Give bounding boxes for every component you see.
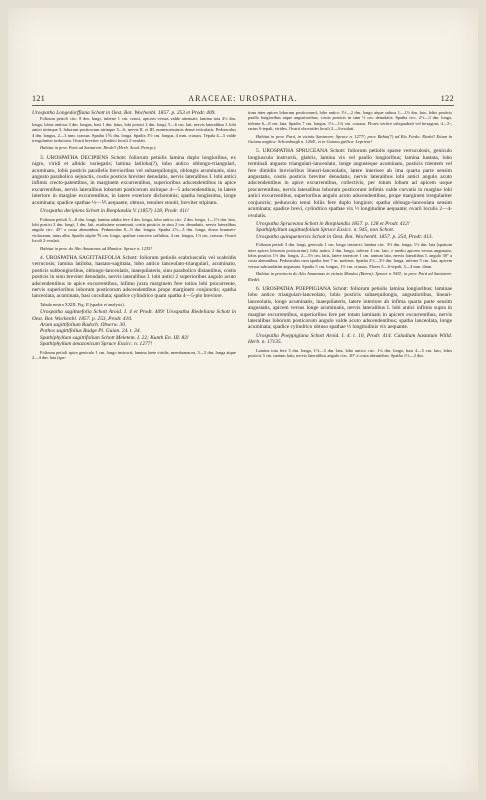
paragraph: Urospatha quinquenervis Schott in Oest. Bot. Wochenbl. 1857. p. 254, Prodr. 413.	[256, 233, 433, 240]
paragraph: Pothos sagittifolius Rudge Pl. Guian. 24. t. 34.	[40, 328, 141, 335]
page-number-left: 121	[32, 94, 46, 103]
paragraph: Urospatha Longedorffiana Schott in Oest. Bot. Wochenbl. 1857. p. 253 et Prodr. 409.	[32, 110, 216, 116]
running-title: ARACEAE: UROSPATHA.	[188, 94, 298, 103]
paragraph: 5. UROSPATHA SPRUCEANA Schott: foliorum petiolis sparse verruculosis, geniculo longiusculo instructis, glabris, lamina vix vel paullo longioribus; lamina hastata, lobo terminali angusto triangulari-lanceolato, longe angusteque acuminato, posticis trientem vel fere dimidio brevioribus lineari-lanceolatis, latere interiore ab ima quarta parte sensim angustatis, costis posticis breviter denudatis, nervis lateralibus lobi antici angulo acuto adscendentibus in apice excurrentibus, collectivis, per totum lobum ad apicem usque procurrentibus, nervis lateralibus loborum posticorum infimis valde curvatis in margine lobi antici excurrentibus, superioribus angulo acuto adscendentibus, prope marginem irregulariter conjunctis; pedunculo tenui foliis fere duplo longiore; spatha oblongo-lanceolata sensim acuminata; spadice brevi, cylindrico spathae vix ½ longitudine aequante; ovarii loculis 2—4-ovulatis.	[248, 148, 452, 219]
paragraph: Spathiphyllum sagittifolium Schott Meletem. I. 22; Kunth En. III. 83!	[40, 334, 189, 341]
paragraph: Habitat in prov. do Alto Amazonas ad Manáos: Spruce n. 1235!	[40, 245, 152, 251]
header-rule	[32, 105, 454, 106]
paragraph: Folioum petioli 5—8 dm. longi; lamina adulta fere 4 dm. longa, lobo antico circ. 2 dm. longo, 1—1½ dm. lato, lobi postici 2 dm. longi, 1 dm. lati, acutissime acuminati, costis posticis in sinu 2 cm. denudatis, nervis lateralibus angulo circ. 45° a costa abeuntibus. Pedunculus 8—9 dm. longus. Spatha 2½—3 dm. longa, dorso brunneo-violaceum, intus alba. Spadix stipite ⅘ cm. longo, spathae concreto suffultus, 4 cm. longus, 1½ cm. crassus. Ovarii loculi 2-ovulati.	[32, 216, 236, 244]
paragraph: Folioum petioli circ. 8 dm. longi, inferne 1 cm. crassi, apicem versus valde attenuati; lamina tota 4½ dm. longa, lobus anticus 3 dm. longus, basi 1 dm. latus, lobi postici 2 dm. longi, 5—6 cm. lati, nervis lateralibus I. lobi antici utrinque 3, loborum posticorum utrinque 5—6, nervis II. et III. numerosissimis dense reticulatis. Pedunculus 4 dm. longus, 2—3 mm. crassus. Spatha 1⅙ dm. longa. Spadix 3½ cm. longus, 4 mm. crassus. Tepala 4—5 valde irregulariter imbricata. Ovarii breviter cylindrici loculi 2-ovulati.	[32, 116, 236, 144]
book-page	[8, 8, 478, 792]
paragraph: Urospatha Poeppigiana Schott Aroid. I. 4. t. 10, Prodr. 414. Caladium hastatum Willd. Herb. n. 17135.	[248, 332, 452, 346]
paragraph: Urospatha Spruceana Schott in Bonplandia 1857. p. 128 et Prodr. 412!	[256, 220, 410, 227]
paragraph: Habitat in prov. Pará, in vicinia Santarem: Spruce n. 1277!; prov. Bahia(?) ad Rio Fordo: Riedel! Etiam in Guiana anglica: Schomburgk n. 1264!, et in Guiana gallica: Leprieur!	[248, 133, 452, 145]
right-column	[248, 110, 452, 358]
paragraph: Folioum petioli 3 dm. longi, geniculo 1 cm. longo instructi; lamina circ. 3½ dm. longa, 1½ dm. lata (spatium inter apices loborum posticorum), lobo antico 2 dm. longo, inferne 4 cm. lato, e medio apicem versus angustato, lobis posticis 1½ dm. longis, 2—3½ cm. latis, latere interiore 1 cm. tantum lato, nervis lateralibus I. angulo 30° a costa abeuntibus. Pedunculus cum spatha fere 7 m. metiens. Spatha 2½—3½ dm. longa, inferne 5 cm. lata, apicem versus sabcaudatim angustata. Spadix 5 cm. longus, 1½ cm. crassus. Flores 5—6-tepali, 3—4 mm. diam.	[248, 242, 452, 269]
page-number-right: 122	[440, 94, 454, 103]
left-column	[32, 110, 236, 360]
paragraph: Urospatha decipiens Schott in Bonplandia V. (1857) 128, Prodr. 411!	[40, 208, 189, 215]
paragraph: Tabula nostra XXIII. Fig. II (spadix et analysis).	[40, 301, 125, 307]
paragraph: Arum sagittifolium Rudsch. Obserw. 30.	[40, 322, 127, 328]
paragraph: tium inter apices loborum posticorum), lobo antico 1½—2 dm. longo atque subtus 1—1½ dm. lato, lobis posticis paullo longioribus atque angustioribus, costis posticis in sinu ½ cm. denudatis. Spatha circ. 2½—3 dm. longa, inferne 6—8 cm. lata. Spadix 7 cm. longus, 1½—1¾ cm. crassus. Flores vertice subquadrati vel hexagoni, 4—5-, rarius 6-tepali, virides. Ovarii obovoidei loculi 2—4-ovulati.	[248, 110, 452, 132]
paragraph: Spathiphyllum amazonicum Spruce Exsicc. n. 1277!	[40, 341, 153, 348]
paragraph: 6. UROSPATHA POEPPIGIANA Schott: foliorum petiolis lamina longioribus; laminae lobo antico triangulari-lanceolato, lobis posticis subaequilongis, angustioribus, lineari-lanceolatis, longe acuminatis, inaequilateris, latere interiore ab infima quarta parte sensim angustatis, apicem versus longe acuminatis, nervis lateralibus I. lobi antici infimis supra in margine excurrentibus, superioribus fere per totam laminam in apicem excurrentibus, nervis lateralibus loborum posticorum angulo valde acuto adscendentibus; spatha lanceolata, longe acuminata; spadice cylindrico obtuso spathae ⅓ longitudinis vix aequante.	[248, 285, 452, 331]
paragraph: Habitat in prov. Pará ad Santarem: Riedel! (Herb. Acad. Petrop.).	[40, 145, 157, 151]
page-header	[32, 94, 454, 103]
paragraph: Folioum petioli apice geniculo 1 cm. longo instructi; lamina laete viridis, membranacea, 3—5 dm. longa atque 2—4 dm. lata (spa-	[32, 349, 236, 361]
paragraph: 3. UROSPATHA DECIPIENS Schott: foliorum petiolis lamina duplo longioribus, ex nigro, viridi et albido variegatis; lamina latiloba(?), lobo antico oblongo-triangulari, acuminato, lobis posticis parallelis brevioribus vel subaequilongis, oblongis acuminatis, sinu angusto parabolico sejunctis, costis posticis breviter denudatis, nervis lateralibus I. lobi antici infimis crecto-patentibus, in marginem excurrentibus, superioribus adscendentibus in apice excurrentibus, nervis lateralibus loborum posticorum utrinque 4—5 adscendentibus, in latere interiore in margine excurrentibus, in latere exteriore dichotomis; spatha longissima, longe acuminata; spadice spathae ⅓—⅕ aequante, obtuso, tenuiter stoniti, breviter stipitato.	[32, 154, 236, 206]
paragraph: Habitat in provincia do Alto Amazonas in vicinia Manáos (Barra): Spruce n. 945!; in prov. Pará ad Santarem: Riedel.	[248, 271, 452, 282]
paragraph: 4. UROSPATHA SAGITTAEFOLIA Schott: foliorum petiolis scabriusculis vel scabridis verrucosis; lamina latiloba, hastato-sagittata, lobo antico lanceolato-triangulari, acuminato, posticis subbongioribus, oblongo-lanceolatis, inaequilateris, sinu parabolico distantibus, costis posticis in sinu breviter denudatis, nervis lateralibus I. lobi antici 2 superioribus angulo acuto adscendentibus in apice excurrentibus, infimo juxta marginem fere totius lobi procurrente, nervis superioribus loborum posticorum adscendentibus prope marginem conjunctis; spatha lanceolata, acuminata, basi cucullata; spadice cylindrico quam spatha 4—5-plo breviore.	[32, 254, 236, 300]
paragraph: Spathiphyllum sagittaefolium Spruce Exsicc. n. 945, non Schott.	[256, 227, 395, 234]
paragraph: Lamina tota fere 3 dm. longa, 1½—3 dm. lata, lobo antico circ. 1¼ dm. longo, basi 4—5 cm. lato, lobis posticis 3 cm. tantum latis, nervis lateralibus angulo circ. 20° a costa abeuntibus. Spatha 1½—2 dm.	[248, 347, 452, 359]
paragraph: Urospatha sagittaefolia Schott Aroid. I. 4 et Prodr. 409! Urospatha Riedeliana Schott in Oest. Bot. Wochenbl. 1857. p. 253, Prodr. 410.	[32, 309, 236, 322]
